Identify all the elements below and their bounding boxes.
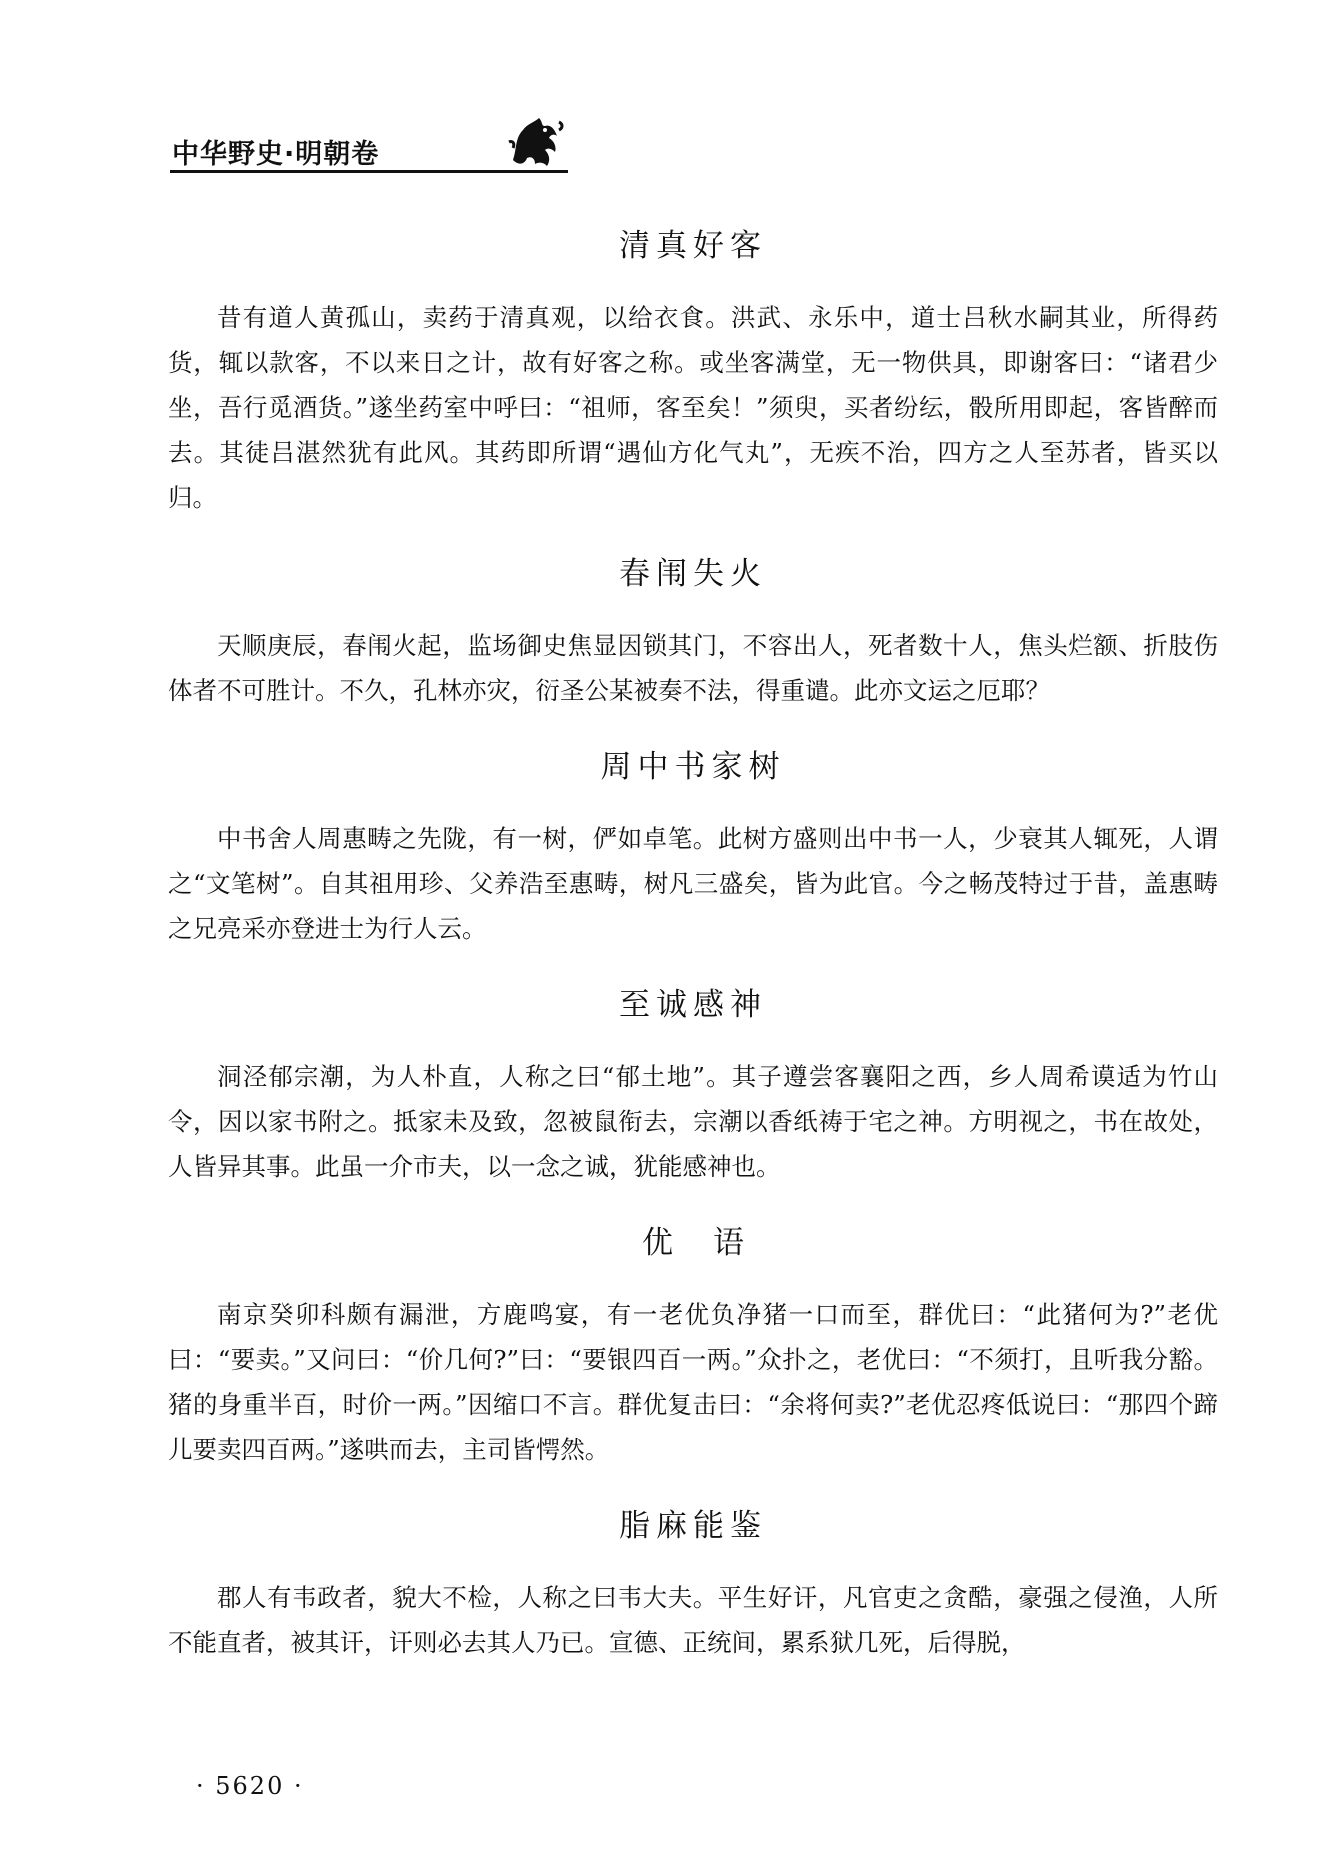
section-paragraph: 中书舍人周惠畴之先陇，有一树，俨如卓笔。此树方盛则出中书一人，少衰其人辄死，人谓之“文笔树”。自其祖用珍、父养浩至惠畴，树凡三盛矣，皆为此官。今之畅茂特过于昔，盖惠畴之兄亮采亦登进士为行人云。 — [168, 824, 1218, 943]
section-paragraph: 南京癸卯科颇有漏泄，方鹿鸣宴，有一老优负净猪一口而至，群优曰：“此猪何为?”老优曰：“要卖。”又问曰：“价几何?”曰：“要银四百一两。”众扑之，老优曰：“不须打，且听我分豁。猪的身重半百，时价一两。”因缩口不言。群优复击曰：“余将何卖?”老优忍疼低说曰：“那四个蹄儿要卖四百两。”遂哄而去，主司皆愕然。 — [168, 1300, 1218, 1464]
section-paragraph: 洞泾郁宗潮，为人朴直，人称之曰“郁土地”。其子遵尝客襄阳之西，乡人周希谟适为竹山令，因以家书附之。抵家未及致，忽被鼠衔去，宗潮以香纸祷于宅之神。方明视之，书在故处，人皆异其事。此虽一介市夫，以一念之诚，犹能感神也。 — [168, 1062, 1218, 1181]
section-paragraph: 昔有道人黄孤山，卖药于清真观，以给衣食。洪武、永乐中，道士吕秋水嗣其业，所得药货，辄以款客，不以来日之计，故有好客之称。或坐客满堂，无一物供具，即谢客曰：“诸君少坐，吾行觅酒货。”遂坐药室中呼曰：“祖师，客至矣！”须臾，买者纷纭，骰所用即起，客皆醉而去。其徒吕湛然犹有此风。其药即所谓“遇仙方化气丸”，无疾不治，四方之人至苏者，皆买以归。 — [168, 303, 1218, 512]
page-number: · 5620 · — [196, 1772, 304, 1800]
section-title: 脂麻能鉴 — [619, 1508, 767, 1544]
section-paragraph: 郡人有韦政者，貌大不检，人称之曰韦大夫。平生好讦，凡官吏之贪酷，豪强之侵渔，人所不能直者，被其讦，讦则必去其人乃已。宣德、正统间，累系狱几死，后得脱， — [168, 1583, 1218, 1657]
dragon-emblem-icon — [505, 112, 565, 170]
section-title: 清真好客 — [619, 228, 767, 264]
book-title: 中华野史·明朝卷 — [172, 139, 380, 170]
header-rule — [170, 170, 568, 173]
section-paragraph: 天顺庚辰，春闱火起，监场御史焦显因锁其门，不容出人，死者数十人，焦头烂额、折肢伤体者不可胜计。不久，孔林亦灾，衍圣公某被奏不法，得重谴。此亦文运之厄耶？ — [168, 631, 1218, 705]
article-body — [168, 220, 1218, 1693]
section-title: 优语 — [642, 1225, 784, 1261]
section-title: 周中书家树 — [600, 749, 786, 785]
section-title: 春闱失火 — [619, 556, 767, 592]
section-title: 至诚感神 — [619, 987, 767, 1023]
